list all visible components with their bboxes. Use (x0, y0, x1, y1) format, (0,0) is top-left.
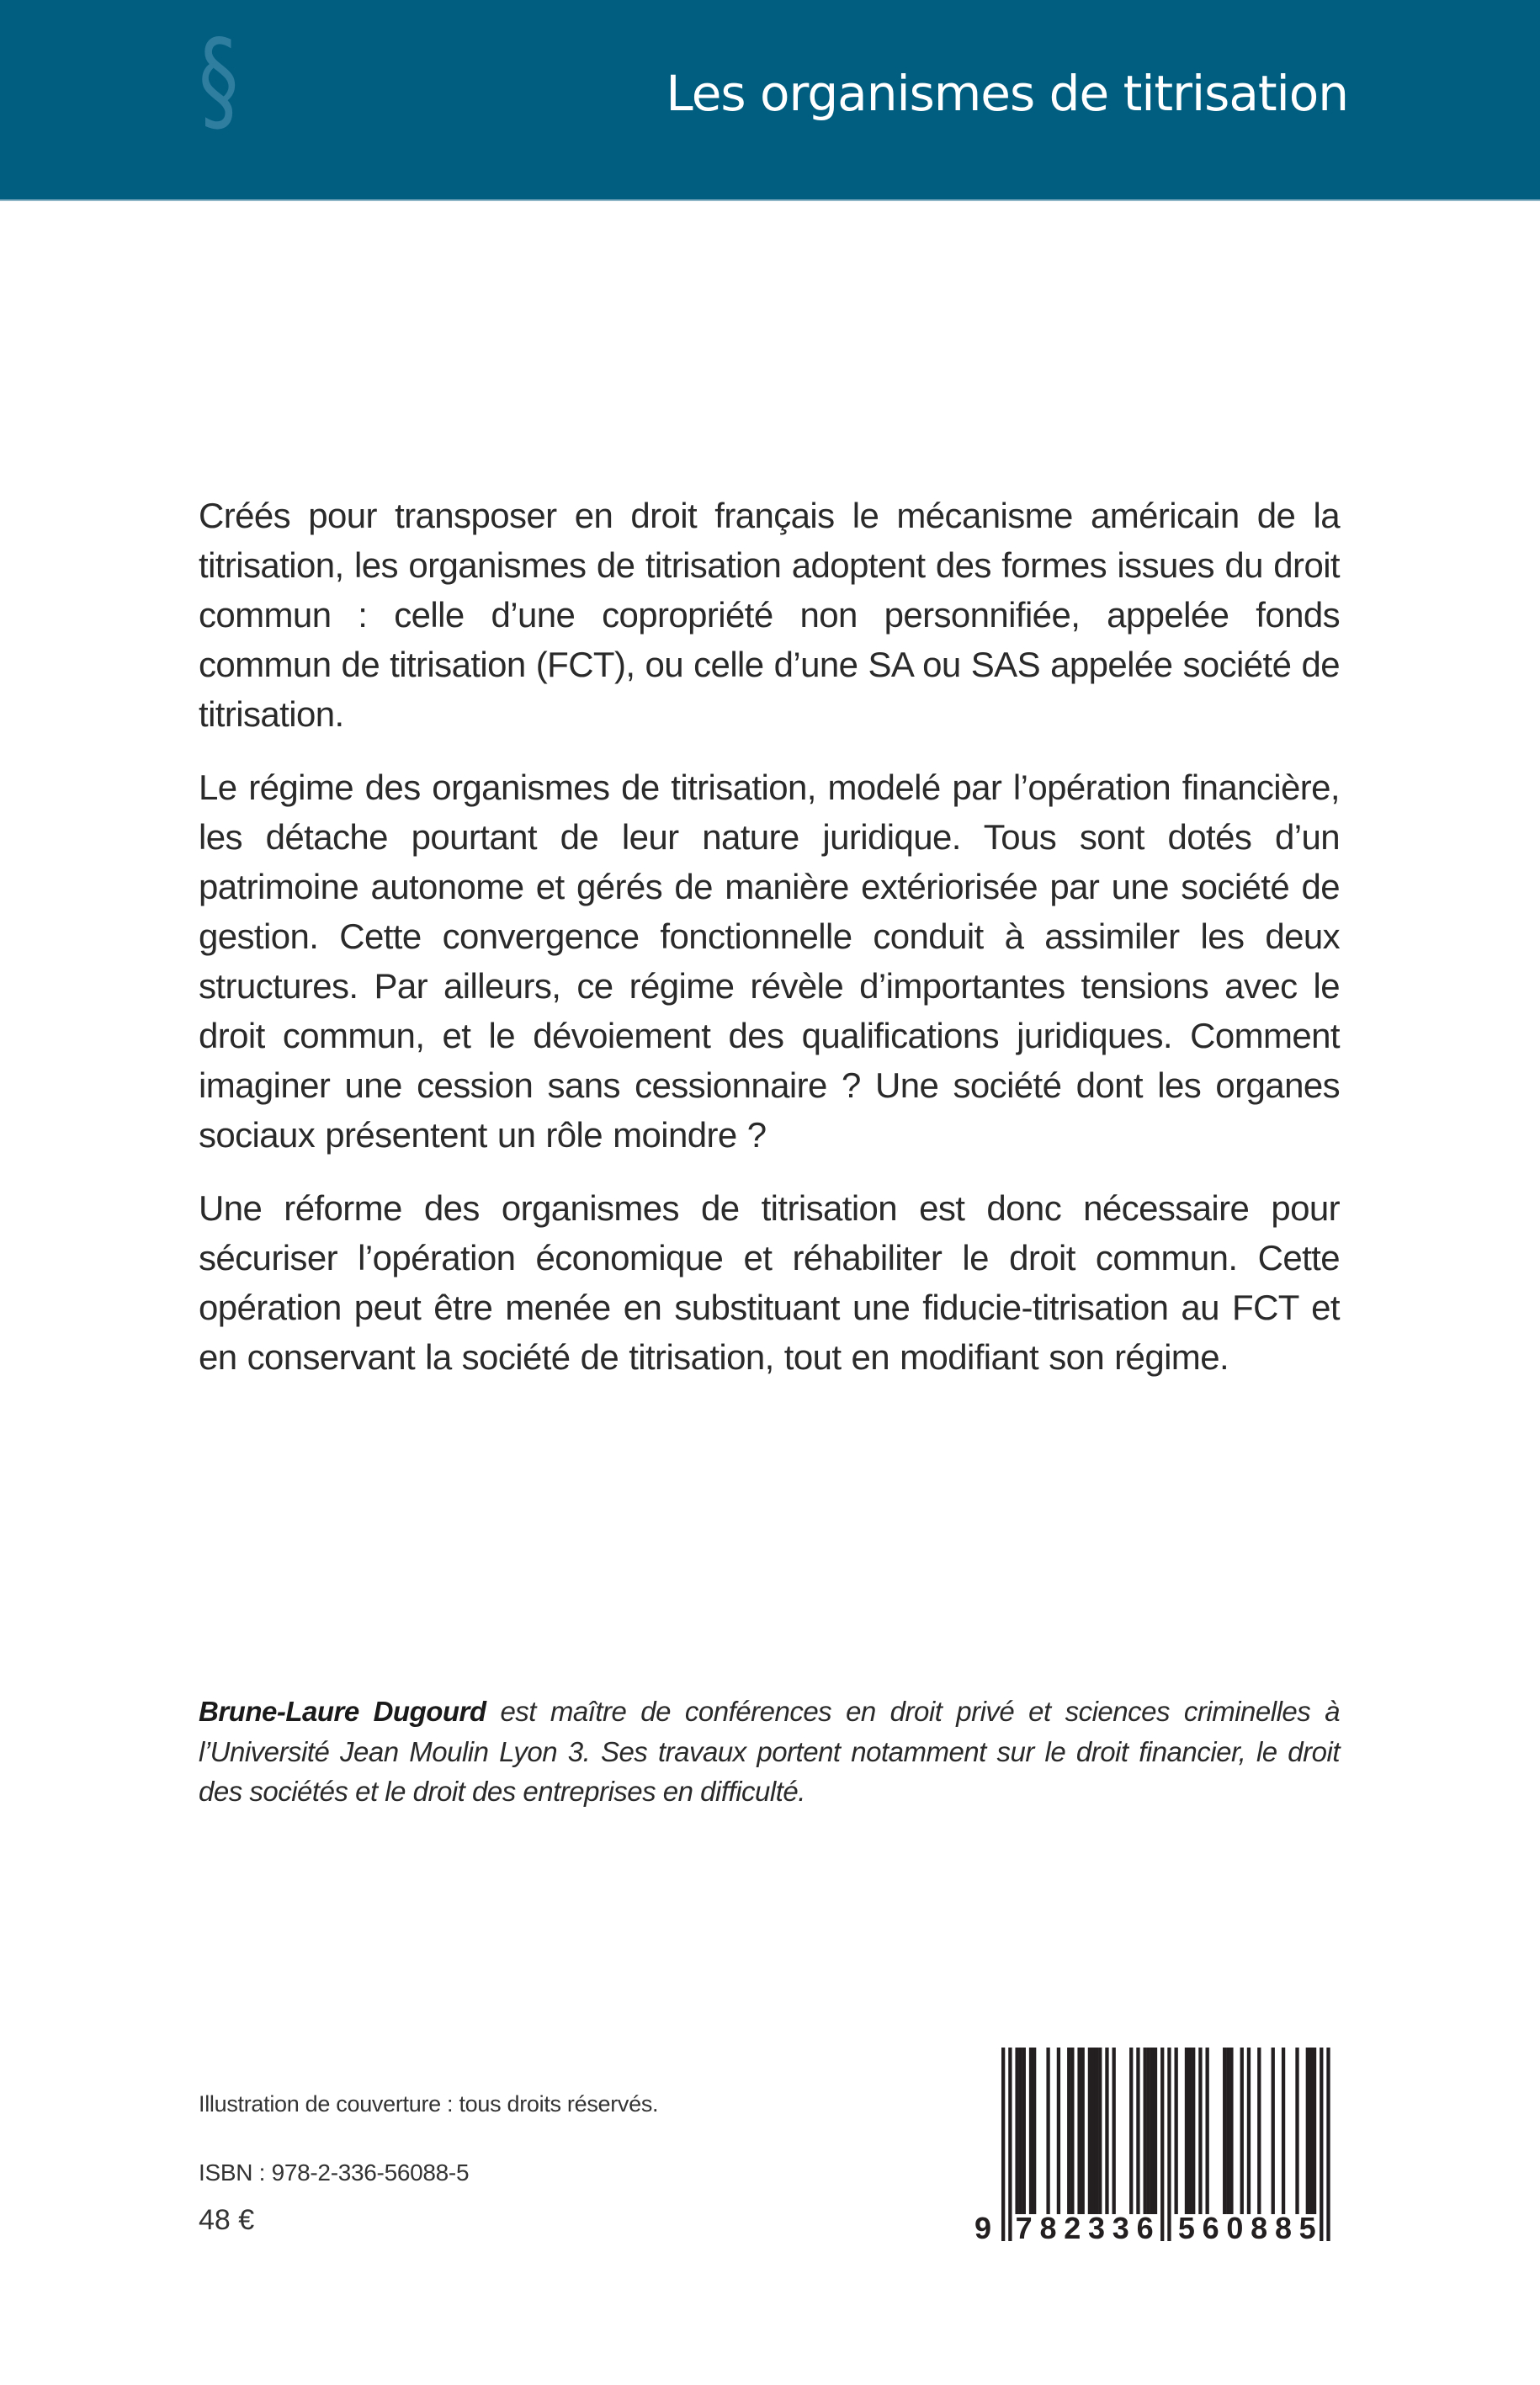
svg-text:3: 3 (1087, 2211, 1106, 2245)
svg-text:8: 8 (1039, 2211, 1057, 2245)
author-bio (199, 1692, 1340, 1812)
svg-text:8: 8 (1251, 2211, 1268, 2245)
svg-text:8: 8 (1274, 2211, 1293, 2245)
svg-text:2: 2 (1064, 2211, 1081, 2245)
svg-text:5: 5 (1298, 2211, 1316, 2245)
back-cover-summary (199, 491, 1340, 1405)
svg-text:3: 3 (1112, 2211, 1129, 2245)
author-bio-text: est maître de conférences en droit privé et sciences criminelles à l’Université Jean Moulin Lyon 3. Ses travaux portent notamment sur le droit financier, le droit des sociétés et le droit des entreprises en difficulté. (199, 1696, 1341, 1807)
svg-text:6: 6 (1136, 2211, 1154, 2245)
svg-text:0: 0 (1226, 2211, 1244, 2245)
price-label: 48 € (199, 2204, 255, 2236)
cover-header-band (0, 0, 1540, 201)
barcode-icon (968, 2048, 1338, 2250)
svg-text:5: 5 (1177, 2211, 1195, 2245)
summary-paragraph-2: Le régime des organismes de titrisation, modelé par l’opération financière, les détache pourtant de leur nature juridique. Tous sont dotés d’un patrimoine autonome et gérés de manière extériorisée par une société de gestion. Cette convergence fonctionnelle conduit à assimiler les deux structures. Par ailleurs, ce régime révèle d’importantes tensions avec le droit commun, et le dévoiement des qualifications juridiques. Comment imaginer une cession sans cessionnaire ? Une société dont les organes sociaux présentent un rôle moindre ? (199, 768, 1340, 1155)
isbn-number: ISBN : 978-2-336-56088-5 (199, 2159, 470, 2186)
section-sign-icon: § (199, 16, 239, 146)
summary-paragraph-3: Une réforme des organismes de titrisation est donc nécessaire pour sécuriser l’opération économique et réhabiliter le droit commun. Cette opération peut être menée en substituant une fiducie-titrisation au FCT et en conservant la société de titrisation, tout en modifiant son régime. (199, 1188, 1340, 1377)
summary-paragraph-1: Créés pour transposer en droit français le mécanisme américain de la titrisation, les organismes de titrisation adoptent des formes issues du droit commun : celle d’une copropriété non personnifiée, appelée fonds commun de titrisation (FCT), ou celle d’une SA ou SAS appelée société de titrisation. (199, 496, 1340, 734)
svg-text:6: 6 (1202, 2211, 1219, 2245)
svg-text:9: 9 (974, 2211, 992, 2245)
book-title: Les organismes de titrisation (666, 65, 1348, 122)
author-name: Brune-Laure Dugourd (199, 1696, 486, 1727)
svg-text:7: 7 (1015, 2211, 1033, 2245)
illustration-credit: Illustration de couverture : tous droits réservés. (199, 2091, 659, 2117)
ean13-barcode (968, 2048, 1338, 2250)
